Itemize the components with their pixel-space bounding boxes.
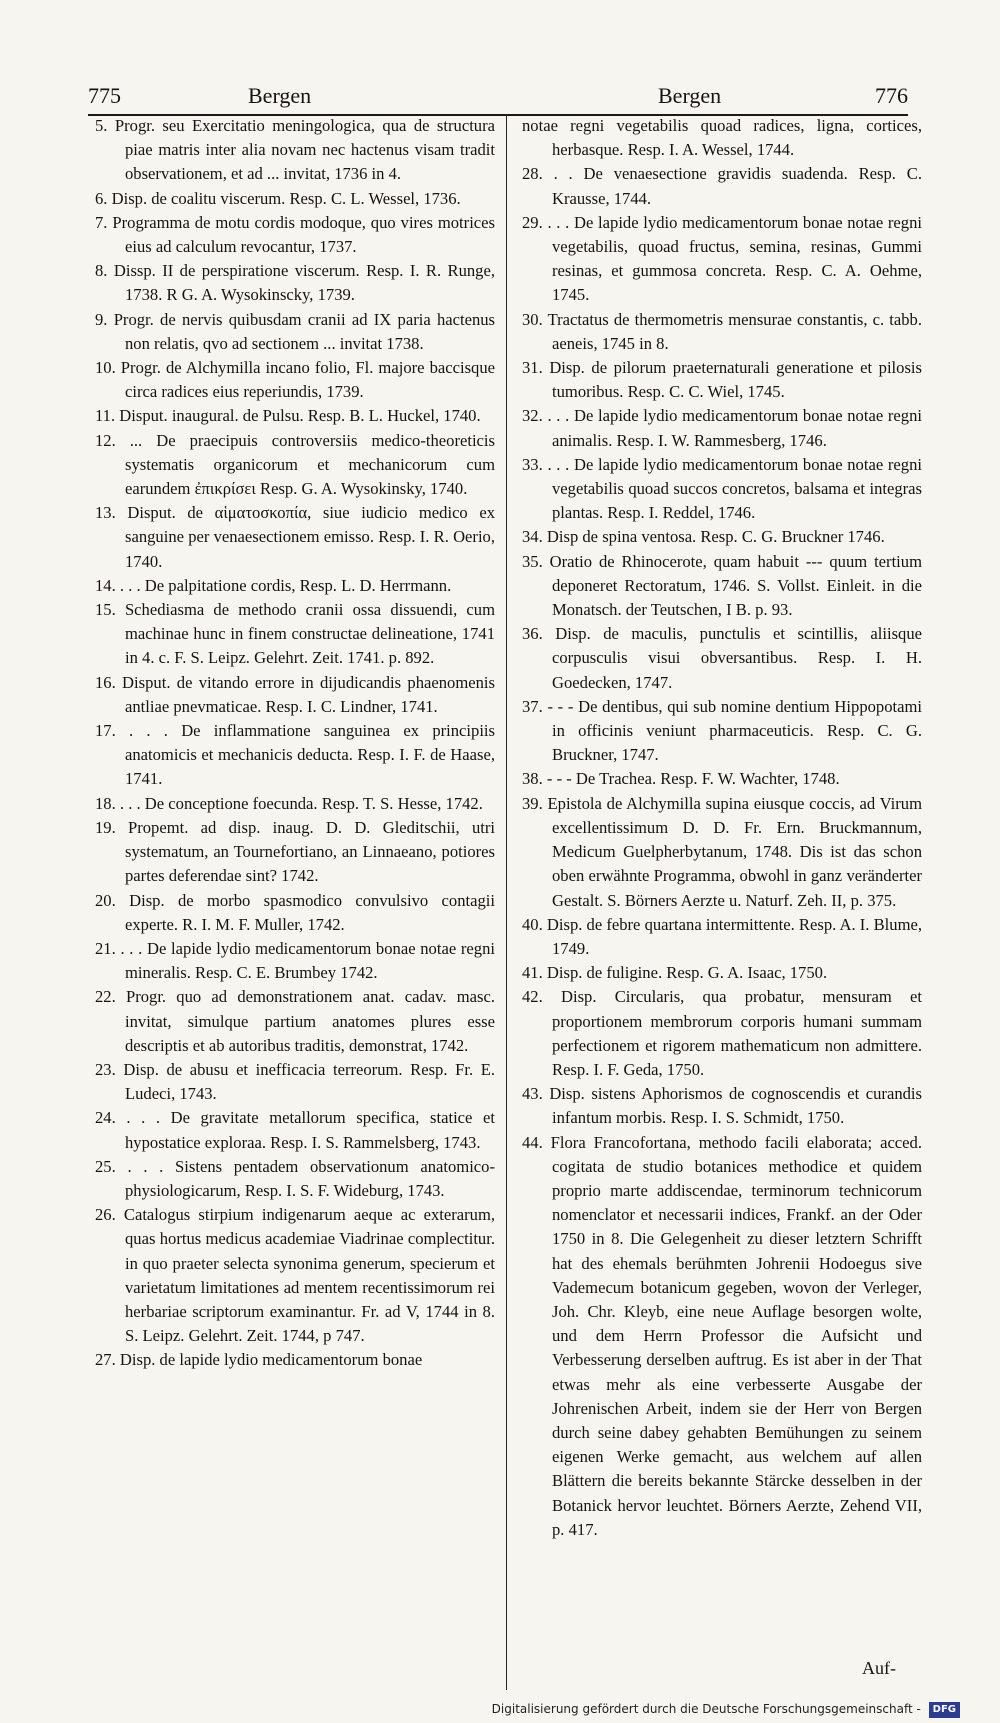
bibliography-entry: 18. . . . De conceptione foecunda. Resp. T. S. Hesse, 1742. [95, 793, 483, 813]
bibliography-entry: 15. Schediasma de methodo cranii ossa dissuendi, cum machinae hunc in finem constructae delineatione, 1741 in 4. c. F. S. Leipz. Gelehrt. Zeit. 1741. p. 892. [95, 600, 495, 668]
bibliography-entry: 14. . . . De palpitatione cordis, Resp. L. D. Herrmann. [95, 575, 452, 595]
bibliography-entry: 11. Disput. inaugural. de Pulsu. Resp. B. L. Huckel, 1740. [95, 406, 481, 426]
bibliography-entry: 37. - - - De dentibus, qui sub nomine dentium Hippopotami in officinis veniunt pharmaceuticis. Resp. C. G. Bruckner, 1747. [522, 696, 922, 765]
right-column [522, 114, 922, 1542]
bibliography-entry: 42. Disp. Circularis, qua probatur, mensuram et proportionem membrorum corporis humani summam perfectionem et rigorem mathematicum non admittere. Resp. I. F. Geda, 1750. [522, 987, 922, 1079]
bibliography-entry: 21. . . . De lapide lydio medicamentorum bonae notae regni mineralis. Resp. C. E. Brumbey 1742. [95, 938, 495, 983]
bibliography-entry: 5. Progr. seu Exercitatio meningologica, qua de structura piae matris inter alia novam nec hactenus visam tradit observationem, et ad ... invitat, 1736 in 4. [95, 116, 495, 184]
bibliography-entry: 35. Oratio de Rhinocerote, quam habuit --- quum tertium deponeret Rectoratum, 1746. S. Vollst. Einleit. in die Monatsch. der Teutschen, I B. p. 93. [522, 551, 922, 620]
bibliography-entry: 31. Disp. de pilorum praeternaturali generatione et pilosis tumoribus. Resp. C. C. Wiel, 1745. [522, 358, 922, 402]
bibliography-entry: 43. Disp. sistens Aphorismos de cognoscendis et curandis infantum morbis. Resp. I. S. Schmidt, 1750. [522, 1084, 922, 1128]
page-number-right: 776 [875, 83, 908, 108]
running-title-right: Bergen [658, 83, 722, 108]
bibliography-entry: 23. Disp. de abusu et inefficacia terreorum. Resp. Fr. E. Ludeci, 1743. [95, 1059, 495, 1104]
bibliography-entry: 8. Dissp. II de perspiratione viscerum. Resp. I. R. Runge, 1738. R G. A. Wysokinscky, 1739. [95, 261, 495, 305]
bibliography-entry: 17. . . . De inflammatione sanguinea ex principiis anatomicis et mechanicis deducta. Resp. I. F. de Haase, 1741. [95, 721, 495, 789]
bibliography-entry: 7. Programma de motu cordis modoque, quo vires motrices eius ad calculum revocantur, 1737. [95, 212, 495, 257]
left-column [95, 114, 495, 1373]
bibliography-entry: 12. ... De praecipuis controversiis medico-theoreticis systematis organicorum et mechanicorum cum earundem ἐπικρίσει Resp. G. A. Wysokinsky, 1740. [95, 430, 495, 499]
bibliography-entry: 36. Disp. de maculis, punctulis et scintillis, aliisque corpusculis visui obversantibus. Resp. I. H. Goedecken, 1747. [522, 624, 922, 692]
bibliography-entry: 6. Disp. de coalitu viscerum. Resp. C. L. Wessel, 1736. [95, 188, 461, 208]
bibliography-entry: 26. Catalogus stirpium indigenarum aeque ac exterarum, quas hortus medicus academiae Viadrinae complectitur. in quo praeter selecta synonima generum, specierum et varietatum limitationes ad mentem recentissimorum rei herbariae scriptorum examinantur. Fr. ad V, 1744 in 8. S. Leipz. Gelehrt. Zeit. 1744, p 747. [95, 1205, 495, 1346]
bibliography-entry: 20. Disp. de morbo spasmodico convulsivo contagii experte. R. I. M. F. Muller, 1742. [95, 890, 495, 934]
bibliography-entry: 13. Disput. de αἱματοσκοπία, siue iudicio medico ex sanguine per venaesectionem emisso. Resp. I. R. Oerio, 1740. [95, 503, 495, 571]
catchword: Auf- [862, 1658, 896, 1678]
digitization-footer [0, 1696, 1000, 1723]
bibliography-entry: 44. Flora Francofortana, methodo facili elaborata; acced. cogitata de studio botanices methodice et quidem proprio marte addiscendae, terminorum technicorum nomenclator et necessarii indices, Frankf. an der Oder 1750 in 8. Die Gelegenheit zu dieser letztern Schrifft hat des ehemals berühmten Johrenii Hodoegus sive Vademecum botanicum gegeben, wovon der Verleger, Joh. Chr. Kleyb, eine neue Auflage besorgen wolte, und dem Herrn Professor die Aufsicht und Verbesserung derselben auftrug. Es ist aber in der That etwas mehr als eine verbesserte Ausgabe der Johrenischen Arbeit, indem sie der Herr von Bergen durch seine dabey gehabten Bemühungen zu seinem eigenen Werke gemacht, aus welchem auf allen Blättern die bereits bekannte Stärcke desselben in der Botanick hervor leuchtet. Börners Aerzte, Zehend VII, p. 417. [522, 1132, 922, 1539]
bibliography-entry: 32. . . . De lapide lydio medicamentorum bonae notae regni animalis. Resp. I. W. Rammesberg, 1746. [522, 406, 922, 450]
bibliography-entry: 30. Tractatus de thermometris mensurae constantis, c. tabb. aeneis, 1745 in 8. [522, 309, 922, 353]
bibliography-entry: 40. Disp. de febre quartana intermittente. Resp. A. I. Blume, 1749. [522, 914, 922, 958]
bibliography-entry: 19. Propemt. ad disp. inaug. D. D. Gleditschii, utri systematum, an Tournefortiano, an Linnaeano, potiores partes deferendae sint? 1742. [95, 817, 495, 886]
bibliography-entry: 24. . . . De gravitate metallorum specifica, statice et hypostatice exploraa. Resp. I. S. Rammelsberg, 1743. [95, 1108, 495, 1152]
bibliography-entry: 22. Progr. quo ad demonstrationem anat. cadav. masc. invitat, simulque partium anatomes plures esse descriptis et ab autoribus traditis, demonstrat, 1742. [95, 987, 495, 1055]
bibliography-entry: notae regni vegetabilis quoad radices, ligna, cortices, herbasque. Resp. I. A. Wessel, 1744. [522, 116, 922, 160]
bibliography-entry: 29. . . . De lapide lydio medicamentorum bonae notae regni vegetabilis, quoad fructus, semina, resinas, Gummi resinas, et gummosa concreta. Resp. C. A. Oehme, 1745. [522, 212, 922, 305]
bibliography-entry: 9. Progr. de nervis quibusdam cranii ad IX paria hactenus non relatis, qvo ad sectionem ... invitat 1738. [95, 309, 495, 353]
bibliography-entry: 27. Disp. de lapide lydio medicamentorum bonae [95, 1350, 423, 1370]
bibliography-entry: 38. - - - De Trachea. Resp. F. W. Wachter, 1748. [522, 769, 840, 789]
bibliography-entry: 41. Disp. de fuligine. Resp. G. A. Isaac, 1750. [522, 963, 828, 983]
running-title-left: Bergen [248, 83, 312, 108]
bibliography-entry: 34. Disp de spina ventosa. Resp. C. G. Bruckner 1746. [522, 527, 885, 547]
dfg-logo: DFG [929, 1702, 960, 1718]
bibliography-entry: 33. . . . De lapide lydio medicamentorum bonae notae regni vegetabilis quoad succos concretos, balsama et integras plantas. Resp. I. Reddel, 1746. [522, 454, 922, 523]
bibliography-entry: 10. Progr. de Alchymilla incano folio, Fl. majore baccisque circa radices eius reperiundis, 1739. [95, 358, 495, 402]
bibliography-entry: 25. . . . Sistens pentadem observationum anatomico-physiologicarum, Resp. I. S. F. Wideburg, 1743. [95, 1156, 495, 1200]
bibliography-entry: 16. Disput. de vitando errore in dijudicandis phaenomenis antliae pnevmaticae. Resp. I. C. Lindner, 1741. [95, 672, 495, 716]
column-divider [506, 114, 507, 1690]
bibliography-entry: 39. Epistola de Alchymilla supina eiusque coccis, ad Virum excellentissimum D. D. Fr. Ern. Bruckmannum, Medicum Guelpherbytanum, 1748. Dis ist das schon oben erwähnte Programma, obwohl in ganz veränderter Gestalt. S. Börners Aerzte u. Naturf. Zeh. II, p. 375. [522, 793, 922, 910]
footer-text: Digitalisierung gefördert durch die Deutsche Forschungsgemeinschaft - [491, 1702, 921, 1716]
bibliography-entry: 28. . . De venaesectione gravidis suadenda. Resp. C. Krausse, 1744. [522, 164, 922, 208]
page-number-left: 775 [88, 83, 121, 108]
